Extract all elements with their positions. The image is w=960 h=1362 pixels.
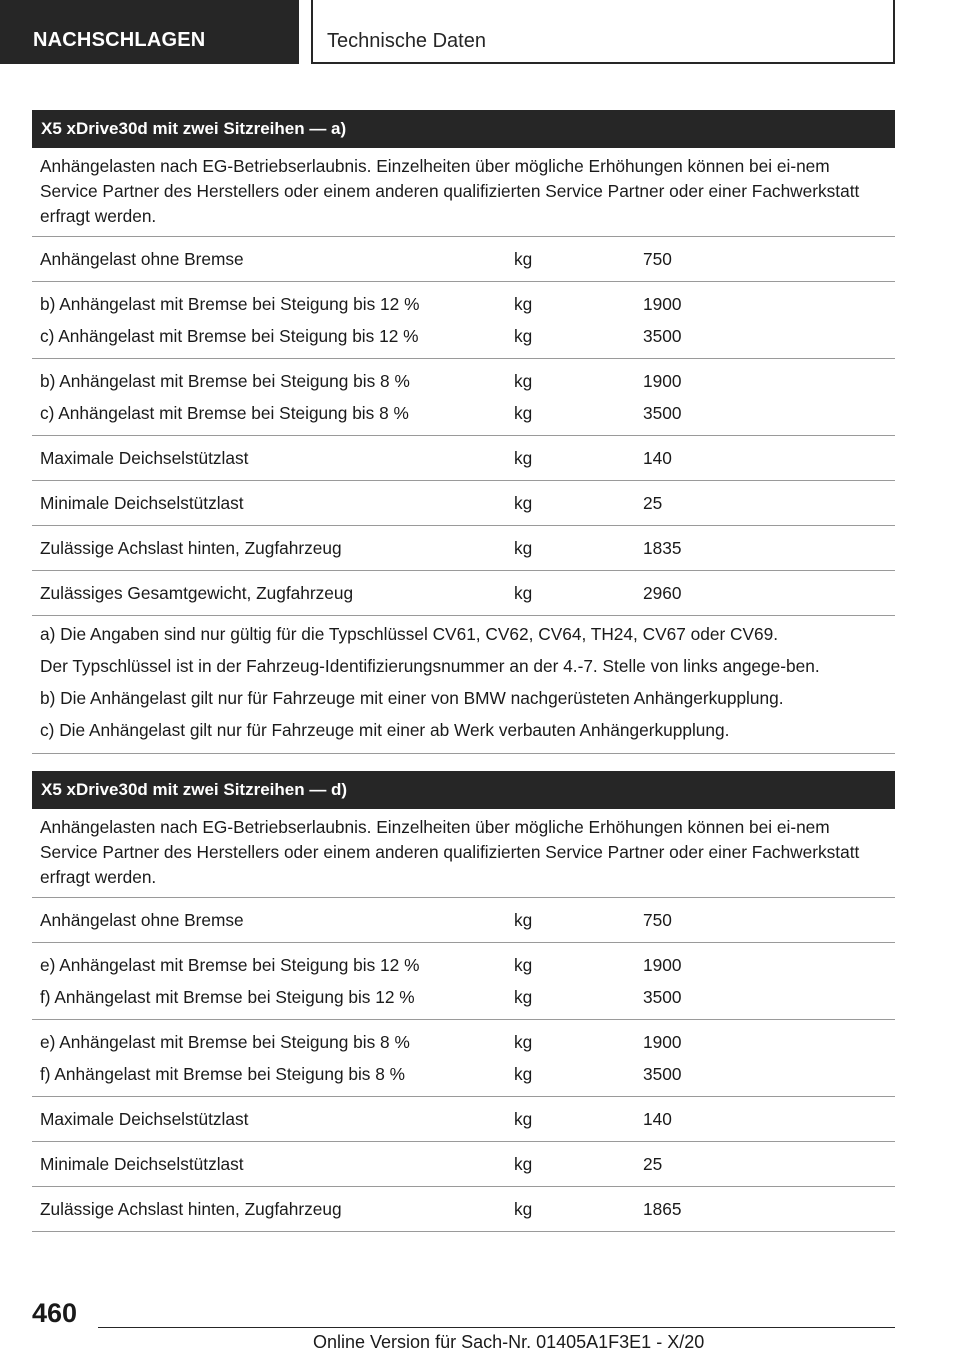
spec-label: Anhängelast ohne Bremse — [40, 249, 244, 269]
header-title: Technische Daten — [327, 30, 486, 52]
table-row — [32, 1097, 895, 1142]
spec-label: f) Anhängelast mit Bremse bei Steigung bis 12 % — [40, 987, 415, 1007]
table-row — [32, 898, 895, 943]
spec-unit: kg — [514, 493, 533, 513]
spec-unit: kg — [514, 987, 533, 1007]
spec-label: e) Anhängelast mit Bremse bei Steigung bis 8 % — [40, 1032, 410, 1052]
spec-value: 3500 — [643, 987, 682, 1007]
spec-unit: kg — [514, 249, 533, 269]
spec-label: Anhängelast ohne Bremse — [40, 910, 244, 930]
spec-value: 140 — [643, 448, 672, 468]
spec-value: 1835 — [643, 538, 682, 558]
spec-unit: kg — [514, 1199, 533, 1219]
spec-section-a — [32, 110, 895, 754]
spec-value: 2960 — [643, 583, 682, 603]
spec-value: 1900 — [643, 294, 682, 314]
footnote: b) Die Anhängelast gilt nur für Fahrzeuge mit einer von BMW nachgerüsteten Anhängerkupplung. — [40, 688, 784, 708]
spec-value: 3500 — [643, 1064, 682, 1084]
spec-value: 25 — [643, 493, 663, 513]
header-section-label: NACHSCHLAGEN — [0, 0, 299, 64]
spec-unit: kg — [514, 955, 533, 975]
spec-value: 140 — [643, 1109, 672, 1129]
spec-unit: kg — [514, 371, 533, 391]
table-row — [32, 571, 895, 616]
spec-label: Zulässiges Gesamtgewicht, Zugfahrzeug — [40, 583, 354, 603]
table-line — [32, 1058, 895, 1090]
footer-divider — [98, 1327, 895, 1328]
table-line — [32, 1193, 895, 1225]
spec-label: Maximale Deichselstützlast — [40, 1109, 249, 1129]
table-row — [32, 1020, 895, 1097]
spec-unit: kg — [514, 1154, 533, 1174]
table-row — [32, 481, 895, 526]
footnote: c) Die Anhängelast gilt nur für Fahrzeuge mit einer ab Werk verbauten Anhängerkupplung. — [40, 720, 730, 740]
spec-value: 3500 — [643, 403, 682, 423]
spec-value: 3500 — [643, 326, 682, 346]
spec-label: f) Anhängelast mit Bremse bei Steigung bis 8 % — [40, 1064, 406, 1084]
table-line — [32, 487, 895, 519]
table-line — [32, 949, 895, 981]
page-number: 460 — [32, 1298, 78, 1328]
spec-label: Maximale Deichselstützlast — [40, 448, 249, 468]
table-row — [32, 282, 895, 359]
footnote: Der Typschlüssel ist in der Fahrzeug-Identifizierungsnummer an der 4.-7. Stelle von links angege-ben. — [40, 656, 820, 676]
spec-label: Zulässige Achslast hinten, Zugfahrzeug — [40, 1199, 342, 1219]
spec-unit: kg — [514, 294, 533, 314]
table-line — [32, 442, 895, 474]
table-row — [32, 436, 895, 481]
page-header — [0, 0, 960, 66]
spec-label: c) Anhängelast mit Bremse bei Steigung bis 8 % — [40, 403, 409, 423]
table-row — [32, 1187, 895, 1232]
table-line — [32, 577, 895, 609]
table-line — [32, 532, 895, 564]
spec-section-d — [32, 771, 895, 1232]
spec-value: 25 — [643, 1154, 663, 1174]
spec-unit: kg — [514, 583, 533, 603]
spec-value: 1900 — [643, 955, 682, 975]
section-heading: X5 xDrive30d mit zwei Sitzreihen — a) — [32, 110, 895, 148]
table-line — [32, 243, 895, 275]
spec-unit: kg — [514, 1109, 533, 1129]
table-line — [32, 397, 895, 429]
section-heading: X5 xDrive30d mit zwei Sitzreihen — d) — [32, 771, 895, 809]
table-row — [32, 1142, 895, 1187]
spec-label: b) Anhängelast mit Bremse bei Steigung bis 12 % — [40, 294, 420, 314]
spec-unit: kg — [514, 326, 533, 346]
footnote: a) Die Angaben sind nur gültig für die Typschlüssel CV61, CV62, CV64, TH24, CV67 oder CV69. — [40, 624, 779, 644]
spec-label: c) Anhängelast mit Bremse bei Steigung bis 12 % — [40, 326, 419, 346]
table-line — [32, 981, 895, 1013]
table-row — [32, 237, 895, 282]
spec-label: Minimale Deichselstützlast — [40, 1154, 244, 1174]
spec-value: 750 — [643, 910, 672, 930]
spec-value: 1865 — [643, 1199, 682, 1219]
table-row — [32, 359, 895, 436]
spec-value: 750 — [643, 249, 672, 269]
spec-unit: kg — [514, 910, 533, 930]
table-line — [32, 320, 895, 352]
table-line — [32, 1026, 895, 1058]
spec-unit: kg — [514, 538, 533, 558]
section-intro: Anhängelasten nach EG-Betriebserlaubnis. Einzelheiten über mögliche Erhöhungen können bei ei-nem Service Partner des Herstellers oder einem anderen qualifizierten Service Partner oder einer Fachwerkstatt erfragt werden. — [32, 148, 895, 237]
spec-unit: kg — [514, 1064, 533, 1084]
table-line — [32, 1103, 895, 1135]
table-line — [32, 365, 895, 397]
table-line — [32, 288, 895, 320]
table-line — [32, 1148, 895, 1180]
spec-label: Zulässige Achslast hinten, Zugfahrzeug — [40, 538, 342, 558]
spec-value: 1900 — [643, 1032, 682, 1052]
footnotes — [32, 616, 895, 754]
spec-unit: kg — [514, 448, 533, 468]
section-intro: Anhängelasten nach EG-Betriebserlaubnis. Einzelheiten über mögliche Erhöhungen können bei ei-nem Service Partner des Herstellers oder einem anderen qualifizierten Service Partner oder einer Fachwerkstatt erfragt werden. — [32, 809, 895, 898]
table-row — [32, 943, 895, 1020]
table-line — [32, 904, 895, 936]
spec-value: 1900 — [643, 371, 682, 391]
spec-label: b) Anhängelast mit Bremse bei Steigung bis 8 % — [40, 371, 410, 391]
spec-unit: kg — [514, 403, 533, 423]
spec-label: Minimale Deichselstützlast — [40, 493, 244, 513]
footer-text: Online Version für Sach-Nr. 01405A1F3E1 - X/20 — [313, 1332, 705, 1352]
spec-label: e) Anhängelast mit Bremse bei Steigung bis 12 % — [40, 955, 420, 975]
table-row — [32, 526, 895, 571]
spec-unit: kg — [514, 1032, 533, 1052]
